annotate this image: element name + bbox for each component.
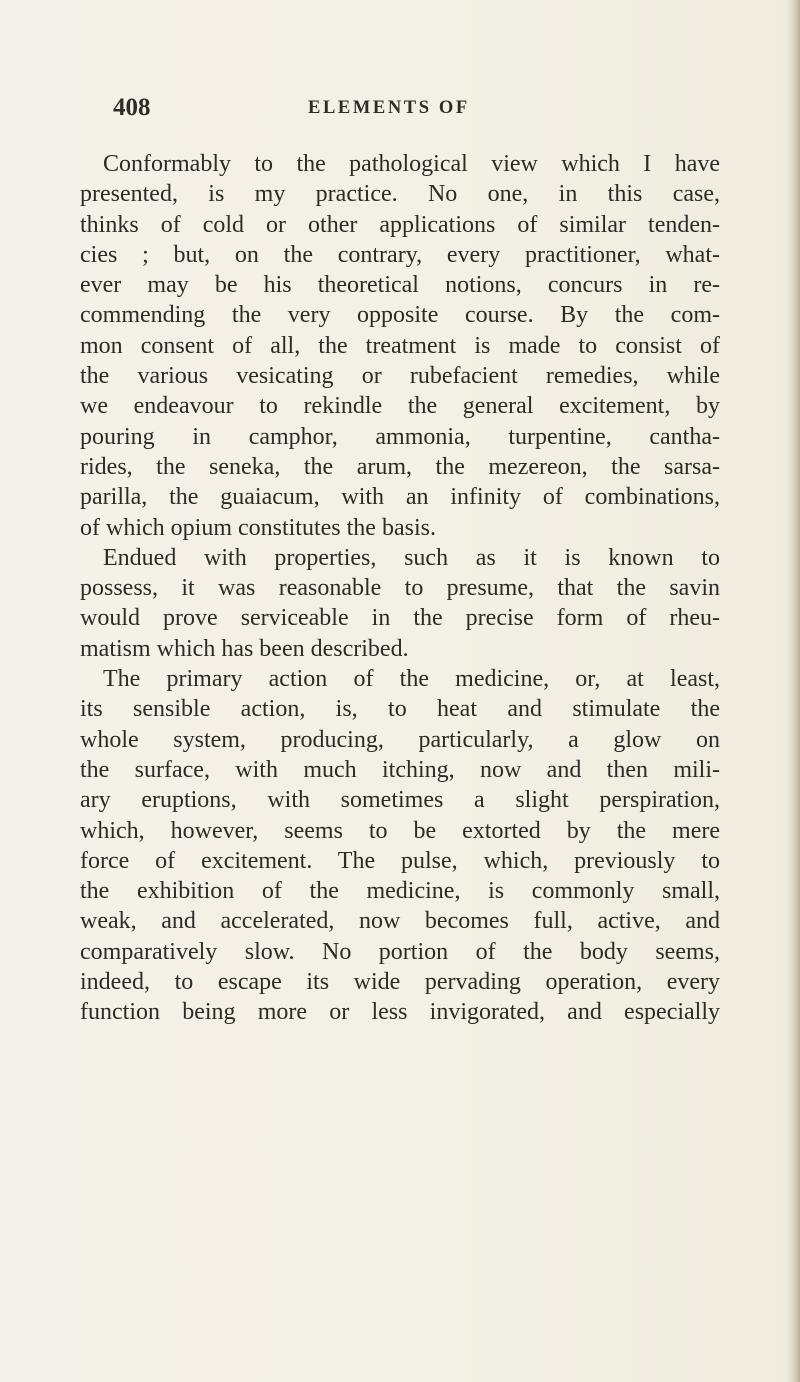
- page-header: [113, 94, 713, 128]
- text-line: the exhibition of the medicine, is commonly small,: [80, 878, 720, 905]
- text-line: pouring in camphor, ammonia, turpentine, cantha-: [80, 423, 720, 450]
- text-line: we endeavour to rekindle the general excitement, by: [80, 393, 720, 420]
- text-line: cies ; but, on the contrary, every practitioner, what-: [80, 241, 720, 268]
- text-line: the surface, with much itching, now and then mili-: [80, 756, 720, 783]
- text-line: The primary action of the medicine, or, at least,: [103, 666, 720, 693]
- running-head: ELEMENTS OF: [308, 98, 470, 118]
- text-line: of which opium constitutes the basis.: [80, 514, 436, 541]
- text-line: which, however, seems to be extorted by the mere: [80, 817, 720, 844]
- text-line: whole system, producing, particularly, a glow on: [80, 726, 720, 753]
- text-line: Conformably to the pathological view which I have: [103, 151, 720, 177]
- page-number: 408: [113, 94, 151, 121]
- page-edge-shadow: [786, 0, 800, 1382]
- text-line: Endued with properties, such as it is known to: [103, 544, 720, 571]
- text-line: ary eruptions, with sometimes a slight perspiration,: [80, 787, 720, 814]
- text-line: weak, and accelerated, now becomes full, active, and: [80, 908, 720, 935]
- text-line: thinks of cold or other applications of similar tenden-: [80, 211, 720, 238]
- text-line: presented, is my practice. No one, in this case,: [80, 181, 720, 208]
- text-line: function being more or less invigorated, and especially: [80, 999, 720, 1026]
- text-line: commending the very opposite course. By the com-: [80, 302, 720, 329]
- text-line: matism which has been described.: [80, 635, 409, 662]
- text-line: ever may be his theoretical notions, concurs in re-: [80, 272, 720, 299]
- text-line: force of excitement. The pulse, which, previously to: [80, 847, 720, 874]
- text-line: parilla, the guaiacum, with an infinity of combinations,: [80, 484, 720, 511]
- text-line: the various vesicating or rubefacient remedies, while: [80, 363, 720, 390]
- text-line: comparatively slow. No portion of the body seems,: [80, 938, 720, 965]
- text-line: rides, the seneka, the arum, the mezereon, the sarsa-: [80, 453, 720, 480]
- text-line: mon consent of all, the treatment is made to consist of: [80, 332, 720, 359]
- text-line: indeed, to escape its wide pervading operation, every: [80, 969, 720, 996]
- text-line: its sensible action, is, to heat and stimulate the: [80, 696, 720, 723]
- text-line: would prove serviceable in the precise form of rheu-: [80, 605, 720, 632]
- text-line: possess, it was reasonable to presume, that the savin: [80, 575, 720, 602]
- body-text: [80, 149, 720, 1028]
